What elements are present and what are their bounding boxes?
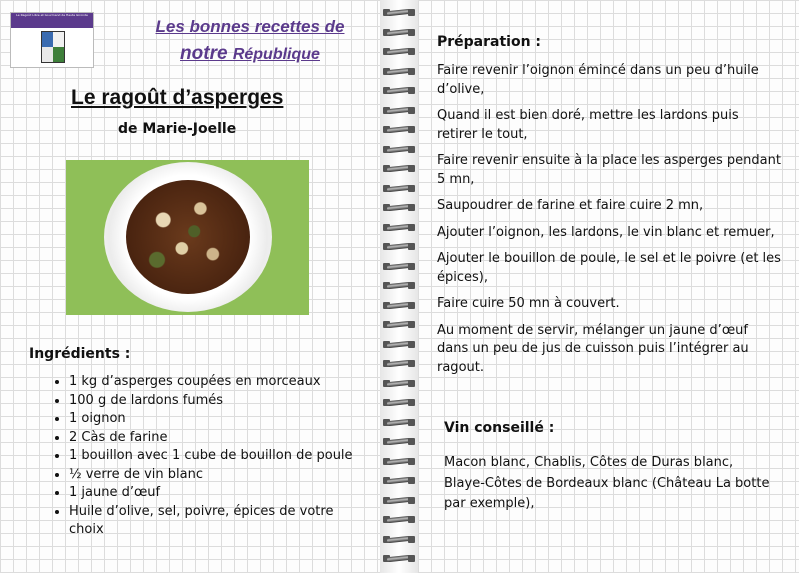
spiral-ring bbox=[383, 223, 415, 232]
stew bbox=[126, 180, 250, 294]
logo-band: Le Ragoût Libre et Gourmand de Haute Gironde bbox=[11, 13, 93, 28]
spiral-ring bbox=[383, 184, 415, 193]
spiral-binding bbox=[380, 0, 418, 573]
preparation-step: Ajouter l’oignon, les lardons, le vin blanc et remuer, bbox=[437, 224, 775, 240]
spiral-ring bbox=[383, 242, 415, 251]
spiral-ring bbox=[383, 262, 415, 271]
ingredients-heading: Ingrédients : bbox=[29, 346, 131, 362]
preparation-step: Saupoudrer de farine et faire cuire 2 mn, bbox=[437, 198, 704, 213]
spiral-ring bbox=[383, 418, 415, 427]
wine-line: Blaye-Côtes de Bordeaux blanc (Château La botte par exemple), bbox=[444, 475, 770, 511]
site-title-line2-a: notre bbox=[180, 43, 233, 64]
list-item: • 1 oignon bbox=[69, 410, 369, 429]
spiral-ring bbox=[383, 398, 415, 407]
wine-heading: Vin conseillé : bbox=[444, 420, 555, 436]
logo-shield-icon bbox=[41, 31, 65, 63]
site-title-line1: Les bonnes recettes de bbox=[155, 17, 345, 36]
dish-photo bbox=[66, 160, 309, 315]
spiral-ring bbox=[383, 47, 415, 56]
site-title bbox=[130, 14, 370, 68]
list-item: • 100 g de lardons fumés bbox=[69, 392, 369, 411]
spiral-ring bbox=[383, 515, 415, 524]
preparation-step: Quand il est bien doré, mettre les lardons puis retirer le tout, bbox=[437, 108, 739, 142]
spiral-ring bbox=[383, 28, 415, 37]
recipe-author: de Marie-Joelle bbox=[118, 121, 237, 137]
spiral-ring bbox=[383, 86, 415, 95]
spiral-ring bbox=[383, 554, 415, 563]
list-item: • 1 kg d’asperges coupées en morceaux bbox=[69, 373, 369, 392]
preparation-heading: Préparation : bbox=[437, 34, 542, 50]
preparation-step: Au moment de servir, mélanger un jaune d’œuf dans un peu de jus de cuisson puis l’intégrer au ragout. bbox=[437, 322, 749, 375]
list-item: • 1 jaune d’œuf bbox=[69, 484, 369, 503]
preparation-step: Faire cuire 50 mn à couvert. bbox=[437, 296, 620, 311]
spiral-ring bbox=[383, 320, 415, 329]
spiral-ring bbox=[383, 359, 415, 368]
spiral-ring bbox=[383, 437, 415, 446]
preparation-step: Ajouter le bouillon de poule, le sel et le poivre (et les épices), bbox=[437, 251, 781, 285]
spiral-ring bbox=[383, 125, 415, 134]
preparation-steps bbox=[437, 62, 782, 385]
list-item: • 2 Càs de farine bbox=[69, 429, 369, 448]
list-item: • Huile d’olive, sel, poivre, épices de votre choix bbox=[69, 503, 369, 540]
association-logo bbox=[10, 12, 94, 68]
spiral-ring bbox=[383, 106, 415, 115]
spiral-ring bbox=[383, 8, 415, 17]
site-title-line2-b: République bbox=[232, 46, 320, 63]
spiral-ring bbox=[383, 164, 415, 173]
recipe-title: Le ragoût d’asperges bbox=[71, 86, 284, 109]
list-item: • ½ verre de vin blanc bbox=[69, 466, 369, 485]
spiral-ring bbox=[383, 145, 415, 154]
ingredients-list bbox=[47, 373, 369, 540]
wine-text bbox=[444, 453, 774, 515]
spiral-ring bbox=[383, 496, 415, 505]
list-item: • 1 bouillon avec 1 cube de bouillon de poule bbox=[69, 447, 369, 466]
spiral-ring bbox=[383, 476, 415, 485]
wine-line: Macon blanc, Chablis, Côtes de Duras blanc, bbox=[444, 455, 734, 470]
preparation-step: Faire revenir ensuite à la place les asperges pendant 5 mn, bbox=[437, 153, 781, 187]
plate bbox=[104, 162, 272, 312]
spiral-ring bbox=[383, 457, 415, 466]
spiral-ring bbox=[383, 535, 415, 544]
spiral-ring bbox=[383, 281, 415, 290]
spiral-ring bbox=[383, 340, 415, 349]
spiral-ring bbox=[383, 301, 415, 310]
preparation-step: Faire revenir l’oignon émincé dans un peu d’huile d’olive, bbox=[437, 63, 759, 97]
spiral-ring bbox=[383, 203, 415, 212]
spiral-ring bbox=[383, 379, 415, 388]
site-title-line2 bbox=[130, 40, 370, 68]
spiral-ring bbox=[383, 67, 415, 76]
